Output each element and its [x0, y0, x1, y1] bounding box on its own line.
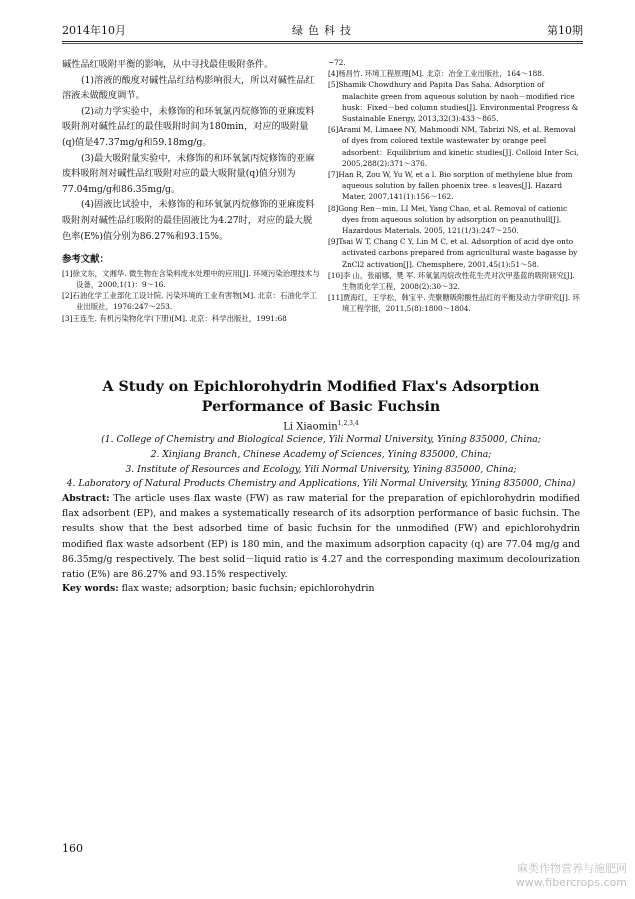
- author-name: Li Xiaomin: [283, 421, 338, 433]
- reference-item: [10]李 山，张丽娜，樊 军. 环氧氯丙烷改性花生壳对次甲基蓝的吸附研究[J]. 生物质化学工程，2008(2):30～32.: [328, 270, 575, 292]
- reference-item: [2]石油化学工业部化工设计院. 污染环境的工业有害物[M]. 北京：石油化学工业出版社，1976:247～253.: [62, 291, 317, 312]
- reference-item: [6]Arami M, Limaee NY, Mahmoodi NM, Tabrizi NS, et al. Removal of dyes from colored textile wastewater by orange peel adsorbent：Equilibrium and kinetic studies[J]. Colloid Inter Sci, 2005,288(2):371～376.: [328, 125, 579, 168]
- keywords: [62, 583, 580, 594]
- abstract-text: The article uses flax waste (FW) as raw material for the preparation of epichlorohydrin modified flax adsorbent (EP), and makes a systematically research of its adsorption performance of basic fuchsin. The results show that the best adsorbed time of basic fuchsin for the unmodified (FW) and epichlorohydrin modified flax waste adsorbent (EP) is 180 min, and the maximum adsorption capacity (q) are 77.04 mg/g and 86.35mg/g respectively. The best solid－liquid ratio is 4.27 and the corresponding maximum decolourization ratio (E%) are 86.27% and 93.15% respectively.: [62, 493, 580, 581]
- affiliation: (1. College of Chemistry and Biological Science, Yili Normal University, Yining 835000, China;: [101, 434, 541, 445]
- header-date: 2014年10月: [62, 24, 126, 37]
- keywords-text: flax waste; adsorption; basic fuchsin; epichlorohydrin: [118, 583, 375, 594]
- keywords-label: Key words:: [62, 583, 119, 594]
- body-paragraph: (3)最大吸附量实验中，未修饰的和环氧氯丙烷修饰的亚麻废料吸附剂对碱性品红吸附对应的最大吸附量(q)值分别为77.04mg/g和86.35mg/g。: [62, 152, 315, 195]
- header-journal: 绿色科技: [292, 24, 356, 37]
- reference-item: [9]Tsai W T, Chang C Y, Lin M C, et al. Adsorption of acid dye onto activated carbons prepared from agricultural waste bagasse by ZnCl2 activation[J]. Chemsphere, 2001,45(1):51～58.: [328, 237, 578, 269]
- body-paragraph: 碱性品红吸附平衡的影响，从中寻找最佳吸附条件。: [62, 59, 274, 70]
- english-title-line: Performance of Basic Fuchsin: [201, 399, 441, 415]
- body-paragraph: (4)固液比试验中，未修饰的和环氧氯丙烷修饰的亚麻废料吸附剂对碱性品红吸附的最佳固液比为4.27时，对应的最大脱色率(E%)值分别为86.27%和93.15%。: [62, 199, 315, 242]
- body-paragraph: (2)动力学实验中，未修饰的和环氧氯丙烷修饰的亚麻废料吸附剂对碱性品红的最佳吸附时间为180min，对应的吸附量(q)值是47.37mg/g和59.18mg/g。: [62, 105, 315, 148]
- abstract-label: Abstract:: [62, 493, 110, 504]
- right-column: [328, 57, 580, 315]
- abstract: [62, 491, 580, 582]
- watermark-site-name: 麻类作物营养与施肥网: [517, 862, 627, 875]
- author-line: [62, 420, 580, 432]
- body-paragraph: (1)溶液的酸度对碱性品红结构影响很大，所以对碱性品红溶液未做酸度调节。: [62, 74, 315, 102]
- reference-item: ~72.: [328, 58, 346, 67]
- reference-item: [11]贾海红，王学松，韩宝平. 壳聚糖吸附酸性品红的平衡及动力学研究[J]. 环境工程学报，2011,5(8):1800～1804.: [328, 293, 580, 314]
- left-column: [62, 57, 320, 324]
- watermark-url: www.fibercrops.com: [515, 876, 627, 889]
- reference-item: [1]徐文东，文湘华. 微生物在含染料废水处理中的应用[J]. 环境污染治理技术与设备，2000,1(1)：9～16.: [62, 268, 320, 289]
- reference-item: [3]王连生. 有机污染物化学(下册)[M]. 北京：科学出版社，1991:68: [62, 313, 287, 323]
- english-title-line: A Study on Epichlorohydrin Modified Flax's Adsorption: [102, 379, 540, 395]
- reference-item: [7]Han R, Zou W, Yu W, et a l. Bio sorption of methylene blue from aqueous solution by fallen phoenix tree. s leaves[J]. Hazard Mater, 2007,141(1):156～162.: [328, 170, 573, 202]
- author-affiliation-marks: 1,2,3,4: [337, 420, 359, 427]
- header-issue: 第10期: [547, 24, 583, 37]
- reference-item: [5]Shamik Chowdhury and Papita Das Saha. Adsorption of malachite green from aqueous solution by naoh－modified rice husk：Fixed－bed column studies[J]. Environmental Progress & Sustainable Energy, 2013,32(3):433～865.: [328, 80, 579, 124]
- reference-item: [8]Gong Ren－min, LI Mei, Yang Chao, et al. Removal of cationic dyes from aqueous solution by adsorption on peanuthull[J]. Hazardous Materials, 2005, 121(1/3):247～250.: [328, 203, 568, 236]
- english-title: [62, 377, 580, 417]
- page-number: 160: [62, 842, 83, 855]
- affiliation: 2. Xinjiang Branch, Chinese Academy of Sciences, Yining 835000, China;: [150, 449, 492, 460]
- affiliation: 4. Laboratory of Natural Products Chemistry and Applications, Yili Normal University, Yining 835000, China): [66, 478, 576, 489]
- running-header: [62, 22, 583, 38]
- affiliation: 3. Institute of Resources and Ecology, Yili Normal University, Yining 835000, China;: [125, 464, 517, 475]
- references-heading: 参考文献：: [62, 254, 109, 266]
- reference-item: [4]杨昌竹. 环境工程原理[M]. 北京：冶金工业出版社，164～188.: [328, 69, 545, 79]
- header-rule: [62, 41, 583, 42]
- header-rule-thin: [62, 43, 583, 44]
